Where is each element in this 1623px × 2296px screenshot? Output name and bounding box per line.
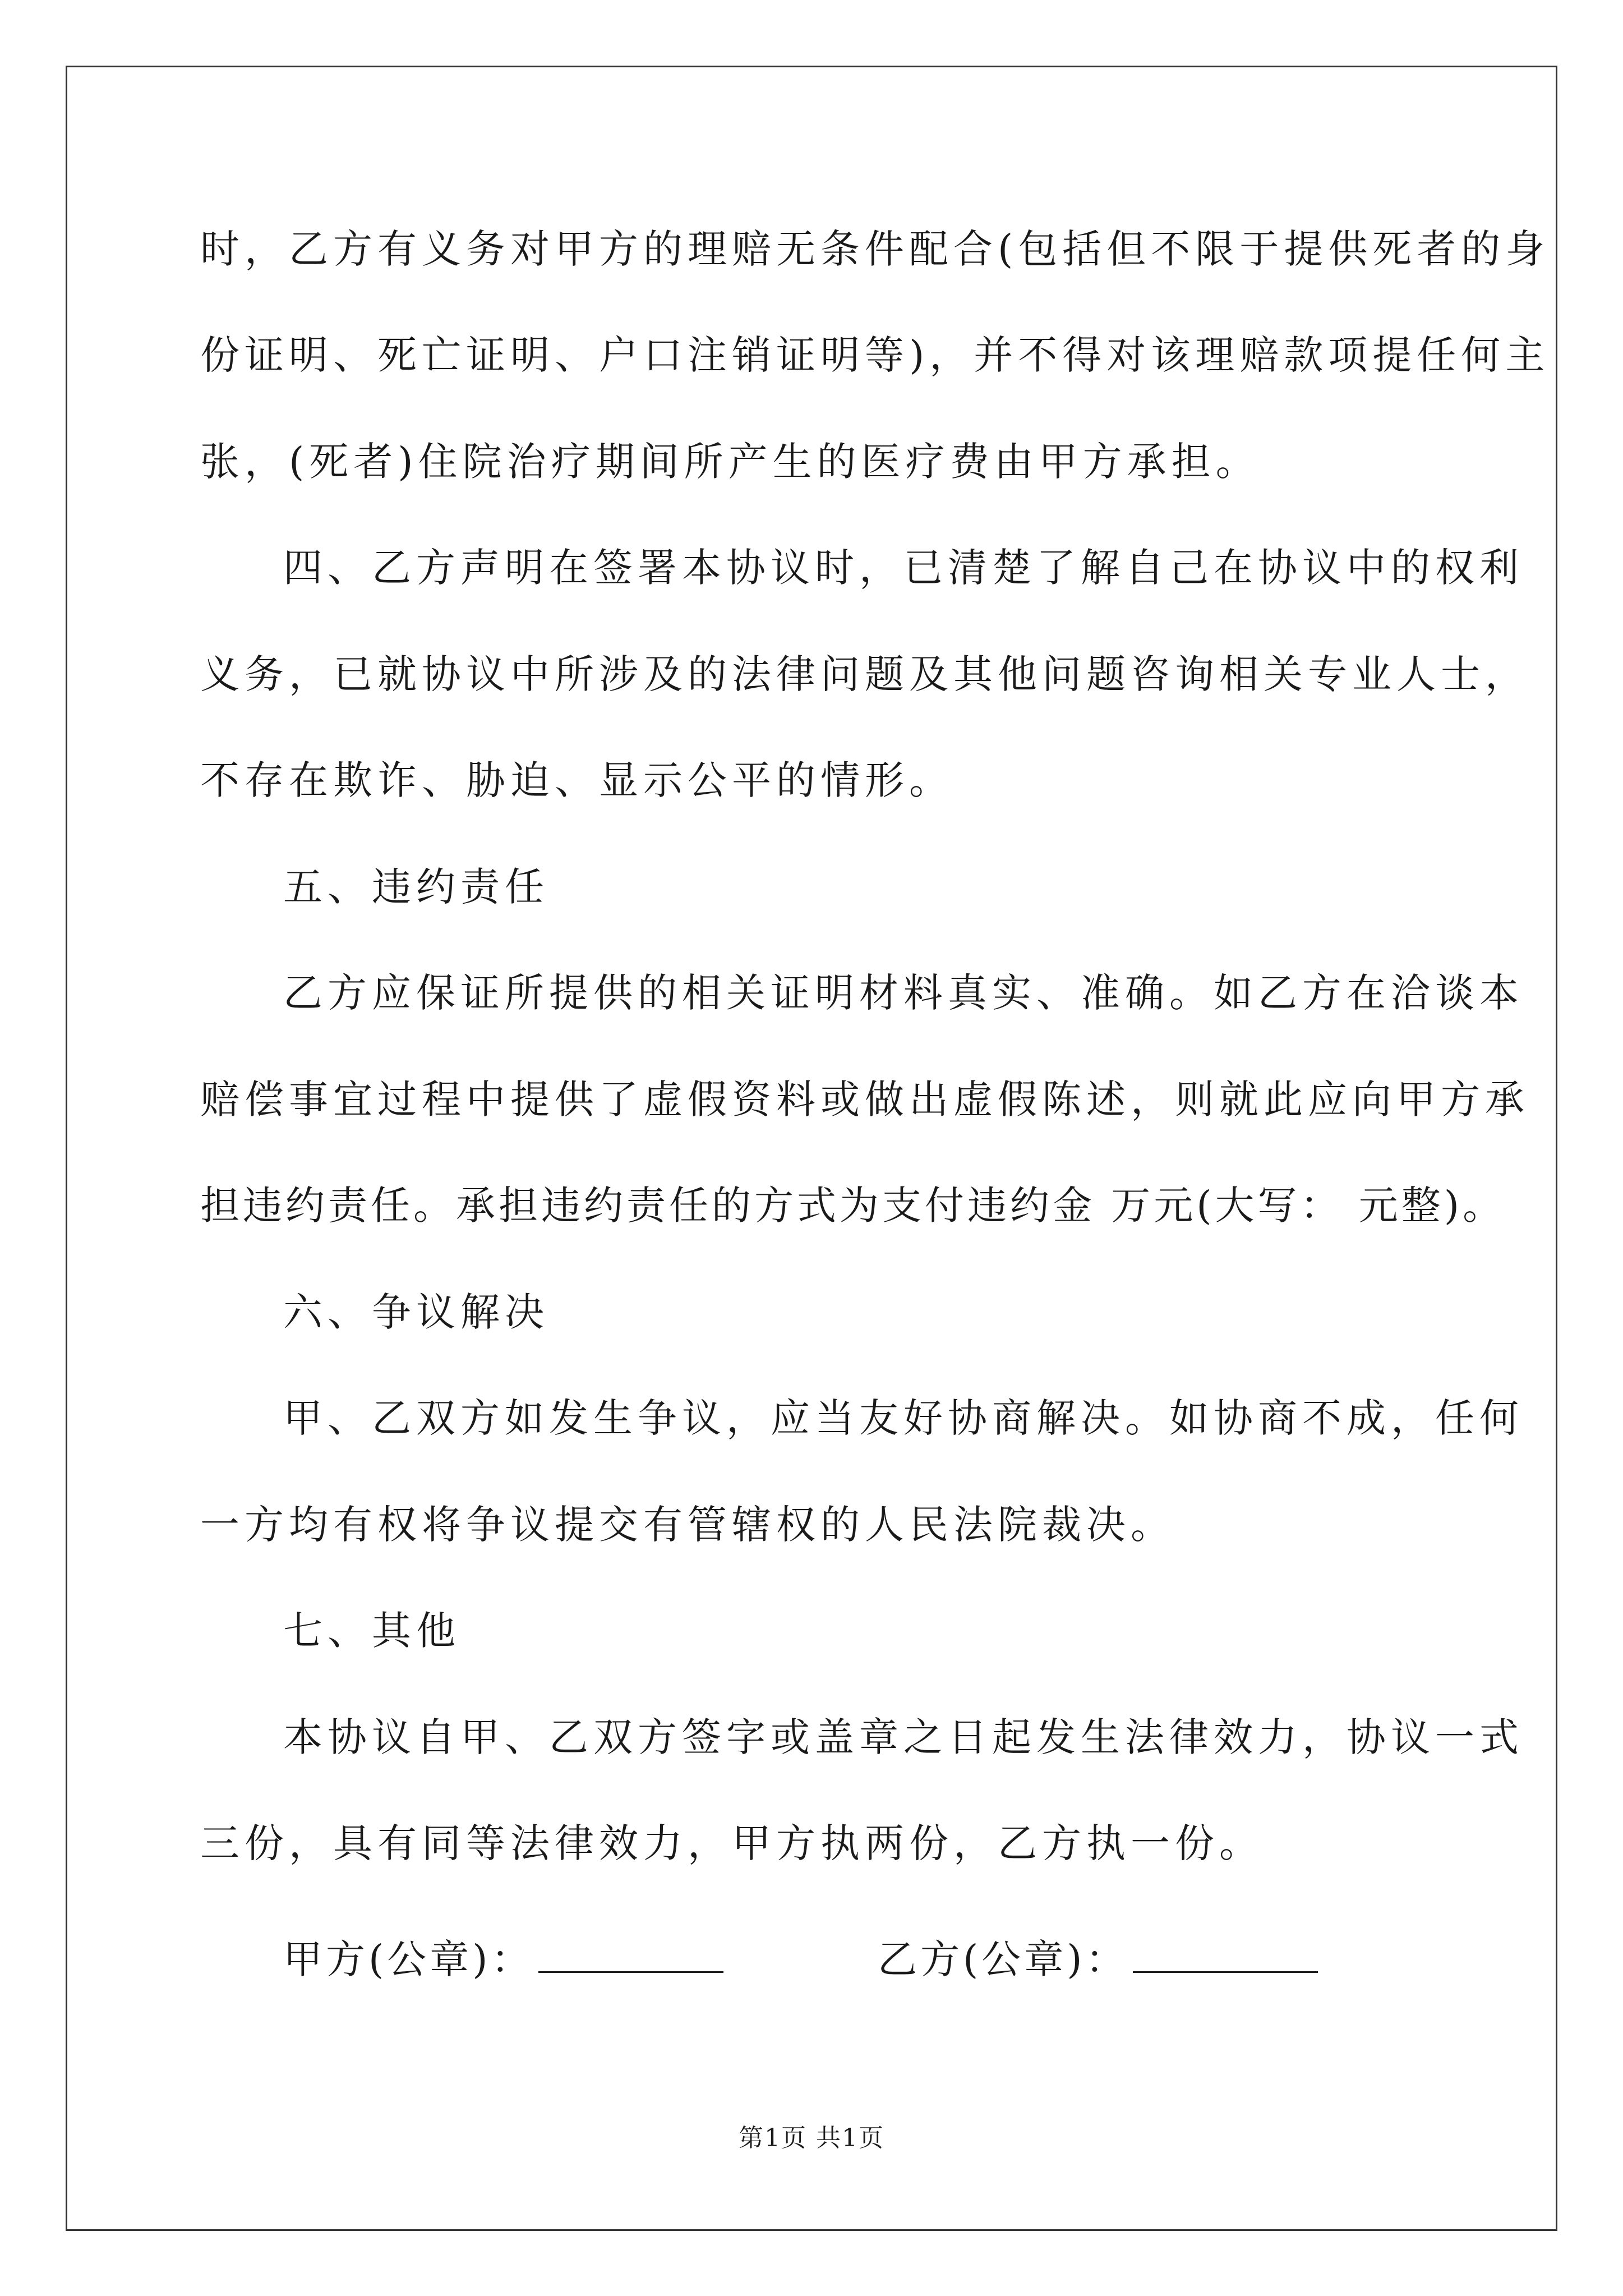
clause-5-line-2: 赔偿事宜过程中提供了虚假资料或做出虚假陈述，则就此应向甲方承 — [200, 1076, 1529, 1122]
party-a-label: 甲方(公章)： — [283, 1936, 534, 1982]
page-footer: 第1页 共1页 — [739, 2124, 884, 2152]
clause-4-line-2: 义务，已就协议中所涉及的法律问题及其他问题咨询相关专业人士， — [200, 651, 1529, 697]
clause-4-line-1: 四、乙方声明在签署本协议时，已清楚了解自己在协议中的权利 — [283, 545, 1524, 591]
page-border — [66, 66, 1557, 2231]
clause-6-line-2: 一方均有权将争议提交有管辖权的人民法院裁决。 — [200, 1502, 1175, 1548]
text-line-1: 时，乙方有义务对甲方的理赔无条件配合(包括但不限于提供死者的身 — [200, 226, 1550, 272]
party-a-signature — [283, 1932, 723, 1986]
clause-7-line-1: 本协议自甲、乙双方签字或盖章之日起发生法律效力，协议一式 — [283, 1714, 1524, 1760]
text-line-3: 张，(死者)住院治疗期间所产生的医疗费由甲方承担。 — [200, 439, 1260, 485]
party-b-signature — [878, 1932, 1318, 1986]
clause-5-line-3: 担违约责任。承担违约责任的方式为支付违约金 万元(大写： 元整)。 — [200, 1182, 1506, 1228]
clause-5-heading: 五、违约责任 — [283, 864, 549, 910]
clause-5-line-1: 乙方应保证所提供的相关证明材料真实、准确。如乙方在洽谈本 — [283, 970, 1524, 1016]
clause-4-line-3: 不存在欺诈、胁迫、显示公平的情形。 — [200, 757, 953, 803]
party-b-signature-blank — [1133, 1932, 1318, 1973]
clause-7-line-2: 三份，具有同等法律效力，甲方执两份，乙方执一份。 — [200, 1820, 1264, 1866]
text-line-2: 份证明、死亡证明、户口注销证明等)，并不得对该理赔款项提任何主 — [200, 332, 1550, 378]
clause-6-heading: 六、争议解决 — [283, 1289, 549, 1335]
party-b-label: 乙方(公章)： — [878, 1936, 1128, 1982]
clause-6-line-1: 甲、乙双方如发生争议，应当友好协商解决。如协商不成，任何 — [283, 1395, 1524, 1441]
party-a-signature-blank — [538, 1932, 723, 1973]
clause-7-heading: 七、其他 — [283, 1608, 460, 1654]
